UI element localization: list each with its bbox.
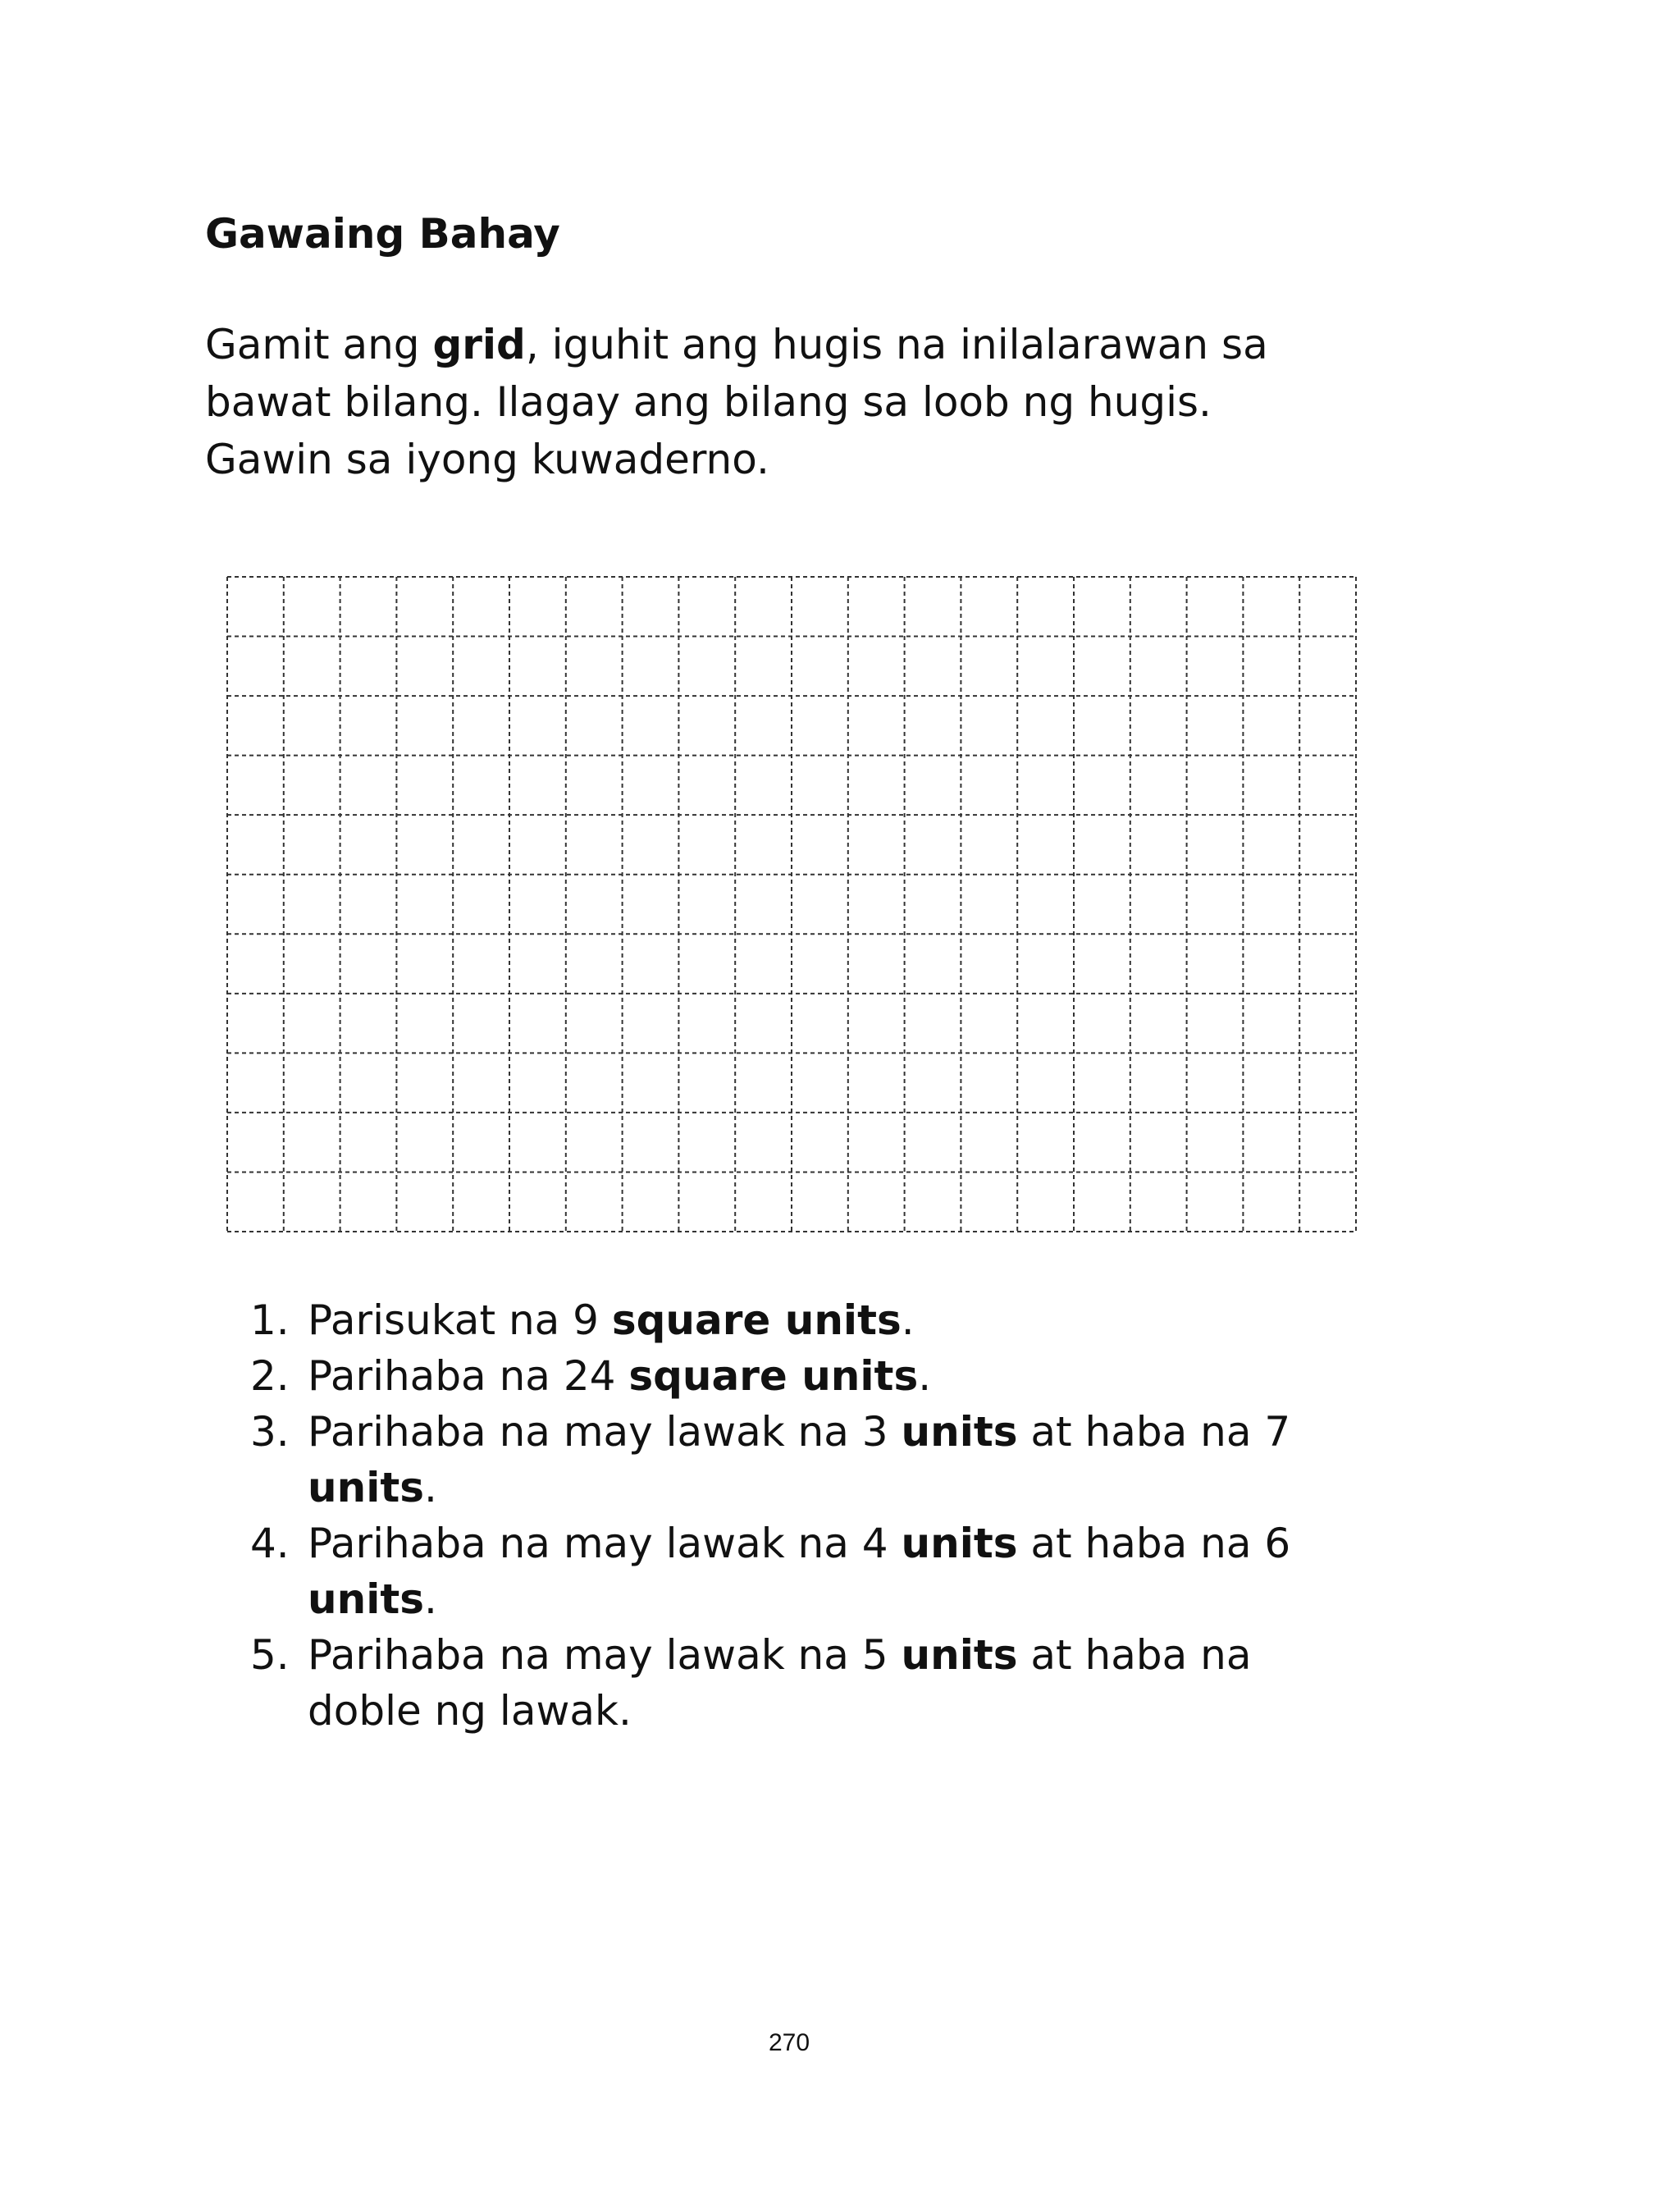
item-text: Parihaba na may lawak na 5 [308, 1631, 902, 1679]
page-number: 270 [768, 2029, 810, 2056]
dashed-grid [226, 576, 1357, 1232]
item-text: . [901, 1296, 915, 1344]
item-text: . [424, 1575, 437, 1623]
item-bold-term: units [901, 1520, 1018, 1567]
list-item [250, 1516, 1399, 1627]
list-item [250, 1404, 1399, 1516]
list-item [250, 1348, 1399, 1404]
item-number: 5. [250, 1631, 290, 1679]
item-text: Parihaba na may lawak na 3 [308, 1408, 902, 1456]
item-number: 1. [250, 1296, 290, 1344]
item-text: Parisukat na 9 [308, 1296, 612, 1344]
instructions-text: , iguhit ang hugis na inilalarawan sa [525, 321, 1268, 368]
instructions-line-1 [205, 316, 1436, 373]
item-text: doble ng lawak. [308, 1687, 632, 1735]
item-text: at haba na [1017, 1631, 1252, 1679]
item-text: at haba na 6 [1017, 1520, 1291, 1567]
item-text: . [918, 1352, 932, 1400]
item-text: Parihaba na 24 [308, 1352, 629, 1400]
item-number: 4. [250, 1520, 290, 1567]
list-item [250, 1292, 1399, 1348]
item-bold-term: units [308, 1464, 424, 1511]
item-bold-term: units [901, 1408, 1018, 1456]
item-text: Parihaba na may lawak na 4 [308, 1520, 902, 1567]
page-title: Gawaing Bahay [205, 210, 560, 258]
instructions-line-2: bawat bilang. Ilagay ang bilang sa loob ng hugis. [205, 378, 1212, 426]
grid-svg [226, 576, 1357, 1232]
instructions-line-3: Gawin sa iyong kuwaderno. [205, 436, 769, 483]
item-bold-term: units [901, 1631, 1018, 1679]
item-text: . [424, 1464, 437, 1511]
item-bold-term: square units [611, 1296, 902, 1344]
instructions-text: Gamit ang [205, 321, 433, 368]
item-number: 3. [250, 1408, 290, 1456]
exercise-list [250, 1292, 1399, 1739]
instructions-bold-term: grid [432, 321, 526, 368]
instructions [205, 316, 1436, 488]
list-item [250, 1627, 1399, 1739]
item-bold-term: units [308, 1575, 424, 1623]
item-text: at haba na 7 [1017, 1408, 1291, 1456]
item-number: 2. [250, 1352, 290, 1400]
item-bold-term: square units [628, 1352, 919, 1400]
